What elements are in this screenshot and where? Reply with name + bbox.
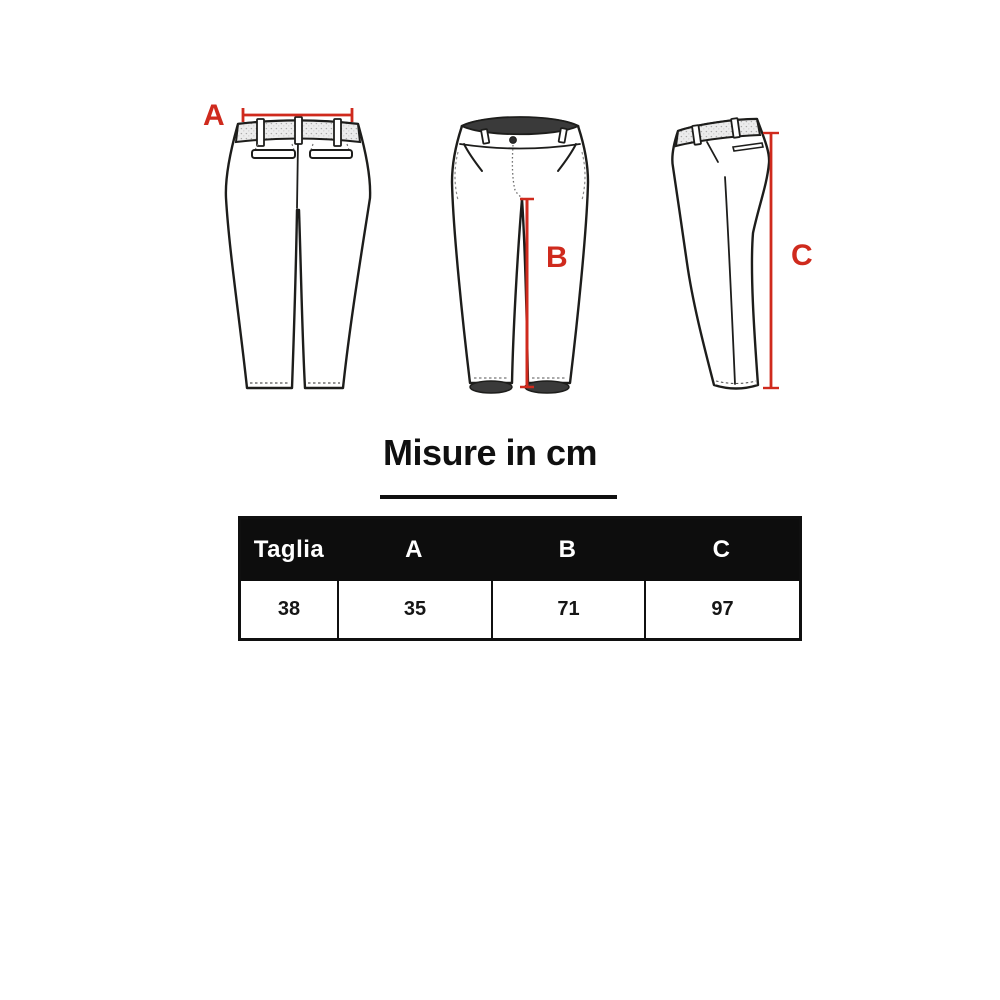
header-cell-a: A <box>405 536 423 563</box>
side-crease-line <box>725 177 735 384</box>
side-waistband <box>676 119 760 146</box>
side-hem-stitch <box>716 381 756 384</box>
front-fly-stitch <box>512 145 522 198</box>
back-center-seam <box>297 142 298 208</box>
front-pocket-bag-stitches <box>455 152 585 200</box>
outseam-measure-line <box>763 133 779 388</box>
side-silhouette <box>672 119 769 389</box>
header-cell-b: B <box>558 536 577 563</box>
side-dart-line <box>707 142 718 162</box>
cell-b-value: 71 <box>491 581 644 638</box>
size-table <box>238 516 802 641</box>
measure-label-b: B <box>546 241 568 274</box>
front-button <box>510 137 517 144</box>
cell-c-value: 97 <box>644 581 799 638</box>
back-welt-pockets <box>252 150 352 158</box>
size-table-header-row <box>241 519 799 581</box>
header-cell-c: C <box>712 536 731 563</box>
page-title: Misure in cm <box>382 432 598 473</box>
measure-label-c: C <box>791 239 813 272</box>
pants-back-view-illustration <box>195 92 380 407</box>
cell-taglia-value: 38 <box>277 598 301 620</box>
title-underline <box>380 495 617 499</box>
cell-a-value: 35 <box>337 581 491 638</box>
front-dark-hems <box>470 381 569 393</box>
measure-label-a: A <box>203 99 225 132</box>
front-waistband-seam <box>460 144 580 149</box>
header-cell-taglia: Taglia <box>253 536 325 563</box>
size-table-row <box>241 581 799 638</box>
inseam-measure-line <box>520 199 534 387</box>
side-pocket-slit <box>733 143 763 151</box>
pants-front-view-illustration <box>443 100 603 400</box>
